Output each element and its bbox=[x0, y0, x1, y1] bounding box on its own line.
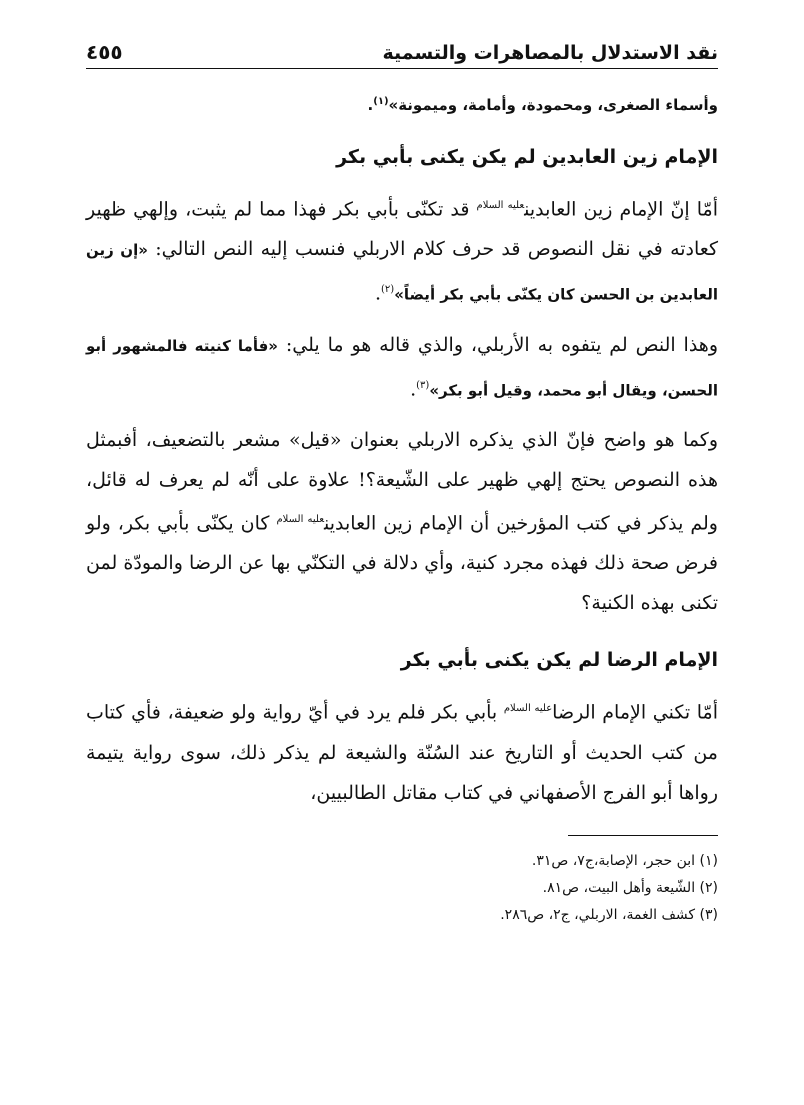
section-heading-zain-al-abidin: الإمام زين العابدين لم يكن يكنى بأبي بكر bbox=[336, 146, 718, 168]
footnote-ref-1[interactable]: (١) bbox=[373, 96, 389, 107]
footnote-3: (٣) كشف الغمة، الاربلي، ج٢، ص٢٨٦. bbox=[500, 906, 718, 923]
paragraph-zain-1 bbox=[86, 186, 718, 315]
text-segment: أمّا إنّ الإمام زين العابدين bbox=[524, 198, 718, 221]
footnote-ref-3[interactable]: (٣) bbox=[416, 379, 430, 391]
intro-paragraph bbox=[86, 87, 718, 120]
footnote-divider bbox=[568, 835, 718, 836]
text-segment: . bbox=[410, 377, 417, 400]
text-segment: كان يكنّى بأبي بكر، ولو فرض صحة ذلك فهذه مجرد كنية، وأي دلالة في التكنّي بها عن الرضا والمودّة لمن تكنى بهذه الكنية؟ bbox=[86, 512, 718, 615]
footnote-ref-2[interactable]: (٢) bbox=[381, 284, 395, 296]
quoted-text: «فأما كنيته فالمشهور أبو الحسن، ويقال أبو محمد، وقيل أبو بكر» bbox=[86, 336, 718, 399]
page-number: ٤٥٥ bbox=[86, 40, 123, 64]
footnote-1: (١) ابن حجر، الإصابة،ج٧، ص٣١. bbox=[531, 852, 718, 869]
running-title: نقد الاستدلال بالمصاهرات والتسمية bbox=[382, 42, 718, 64]
paragraph-zain-2 bbox=[86, 325, 718, 410]
honorific-symbol: عليه السلام bbox=[276, 513, 325, 525]
quoted-text: «إن زين العابدين بن الحسن كان يكنّى بأبي بكر أيضاً» bbox=[86, 241, 718, 304]
section-heading-al-rida: الإمام الرضا لم يكن يكنى بأبي بكر bbox=[400, 649, 718, 672]
footnote-2: (٢) الشّيعة وأهل البيت، ص٨١. bbox=[542, 879, 718, 896]
intro-end: . bbox=[367, 96, 374, 114]
paragraph-rida-1 bbox=[86, 689, 718, 812]
honorific-symbol: عليه السلام bbox=[476, 200, 525, 211]
paragraph-zain-3 bbox=[86, 420, 718, 623]
honorific-symbol: عليه السلام bbox=[503, 703, 553, 715]
text-segment: بأبي بكر فلم يرد في أيّ رواية ولو ضعيفة، فأي كتاب من كتب الحديث أو التاريخ عند السُنّة والشيعة لم يذكر ذلك، سوى رواية يتيمة رواها أبو الفرج الأصفهاني في كتاب مقاتل الطالبيين، bbox=[86, 701, 718, 804]
text-segment: . bbox=[374, 282, 382, 305]
text-segment: وكما هو واضح فإنّ الذي يذكره الاربلي بعنوان «قيل» مشعر بالتضعيف، أفبمثل هذه النصوص يحتج إلهي ظهير على الشّيعة؟! علاوة على أنّه لم يعرف له قائل، ولم يذكر في كتب المؤرخين أن الإمام زين العابدين bbox=[86, 428, 718, 535]
text-segment: قد تكنّى بأبي بكر فهذا مما لم يثبت، وإلهي ظهير كعادته في نقل النصوص قد حرف كلام الاربلي فنسب إليه النص التالي: bbox=[86, 198, 719, 261]
intro-text: وأسماء الصغرى، ومحمودة، وأمامة، وميمونة» bbox=[388, 96, 718, 114]
book-page bbox=[86, 30, 718, 929]
page-header bbox=[86, 30, 718, 69]
text-segment: أمّا تكني الإمام الرضا bbox=[552, 701, 718, 724]
text-segment: وهذا النص لم يتفوه به الأربلي، والذي قاله هو ما يلي: bbox=[278, 333, 718, 356]
